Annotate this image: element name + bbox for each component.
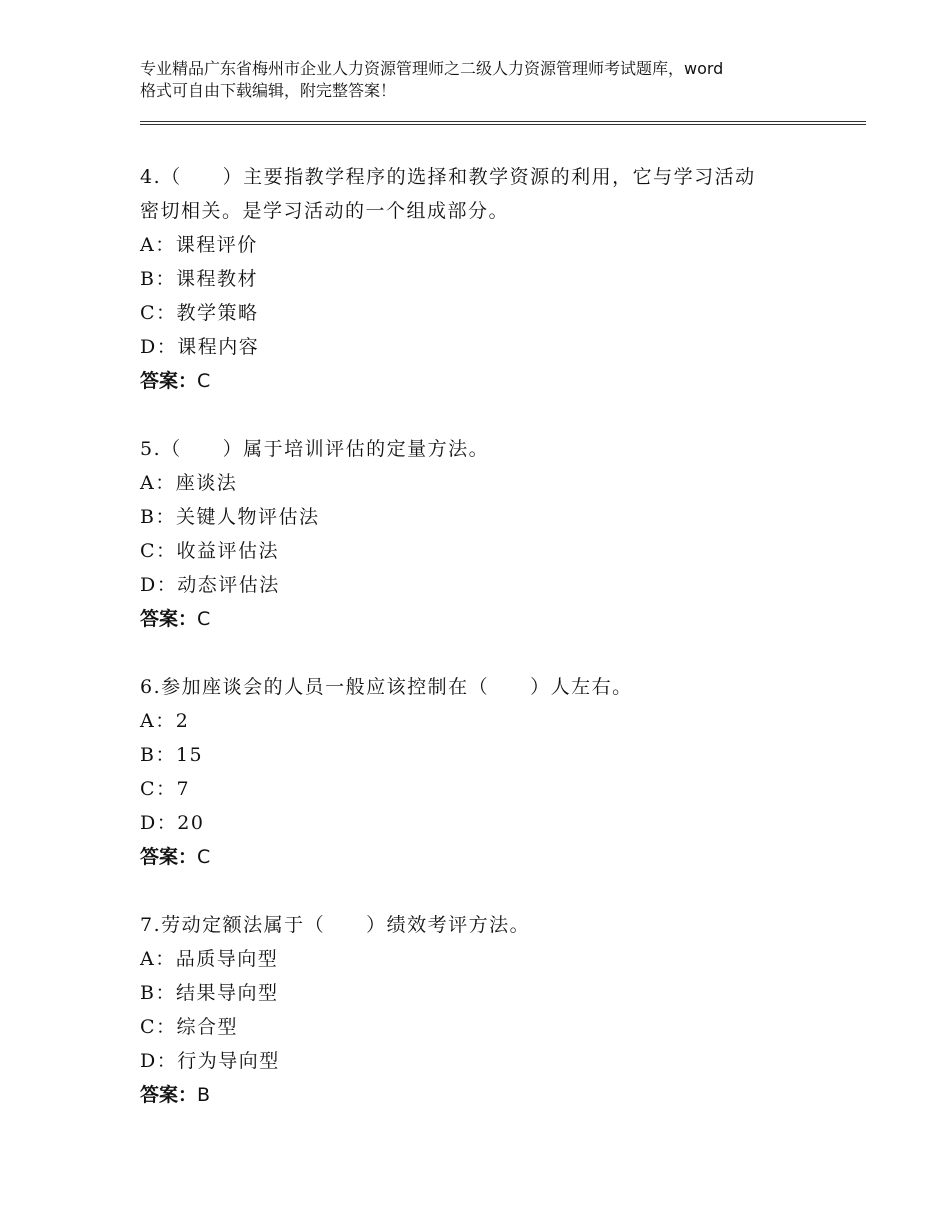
answer-label: 答案：: [140, 1084, 198, 1106]
header-divider-top: [140, 121, 866, 122]
answer-label: 答案：: [140, 846, 198, 868]
question-stem: 5.（ ）属于培训评估的定量方法。: [140, 438, 490, 460]
option-a: A：2: [140, 710, 190, 732]
option-d: D：20: [140, 812, 205, 834]
answer-line: [140, 840, 840, 874]
option-c: C：7: [140, 778, 191, 800]
document-header: [140, 58, 840, 102]
option-a: A：座谈法: [140, 472, 238, 494]
answer-line: [140, 1078, 840, 1112]
option-b: B：关键人物评估法: [140, 506, 320, 528]
option-d: D：课程内容: [140, 336, 260, 358]
answer-value: C: [197, 370, 211, 392]
question-4: [140, 160, 840, 398]
answer-value: B: [197, 1084, 211, 1106]
answer-value: C: [197, 608, 211, 630]
option-d: D：动态评估法: [140, 574, 280, 596]
header-divider-bottom: [140, 124, 866, 125]
answer-label: 答案：: [140, 370, 198, 392]
header-line-1: 专业精品广东省梅州市企业人力资源管理师之二级人力资源管理师考试题库，word: [140, 59, 724, 78]
option-c: C：收益评估法: [140, 540, 280, 562]
option-a: A：课程评价: [140, 234, 258, 256]
answer-value: C: [197, 846, 211, 868]
option-b: B：课程教材: [140, 268, 258, 290]
question-5: [140, 432, 840, 636]
header-line-2: 格式可自由下载编辑，附完整答案！: [140, 81, 397, 100]
question-stem: 4.（ ）主要指教学程序的选择和教学资源的利用，它与学习活动: [140, 166, 756, 188]
option-d: D：行为导向型: [140, 1050, 280, 1072]
answer-line: [140, 602, 840, 636]
option-c: C：综合型: [140, 1016, 239, 1038]
option-b: B：结果导向型: [140, 982, 279, 1004]
question-6: [140, 670, 840, 874]
answer-line: [140, 364, 840, 398]
answer-label: 答案：: [140, 608, 198, 630]
question-list: [140, 160, 840, 1146]
question-7: [140, 908, 840, 1112]
option-b: B：15: [140, 744, 204, 766]
question-stem: 密切相关。是学习活动的一个组成部分。: [140, 200, 510, 222]
option-a: A：品质导向型: [140, 948, 279, 970]
question-stem: 6.参加座谈会的人员一般应该控制在（ ）人左右。: [140, 676, 633, 698]
question-stem: 7.劳动定额法属于（ ）绩效考评方法。: [140, 914, 531, 936]
option-c: C：教学策略: [140, 302, 259, 324]
